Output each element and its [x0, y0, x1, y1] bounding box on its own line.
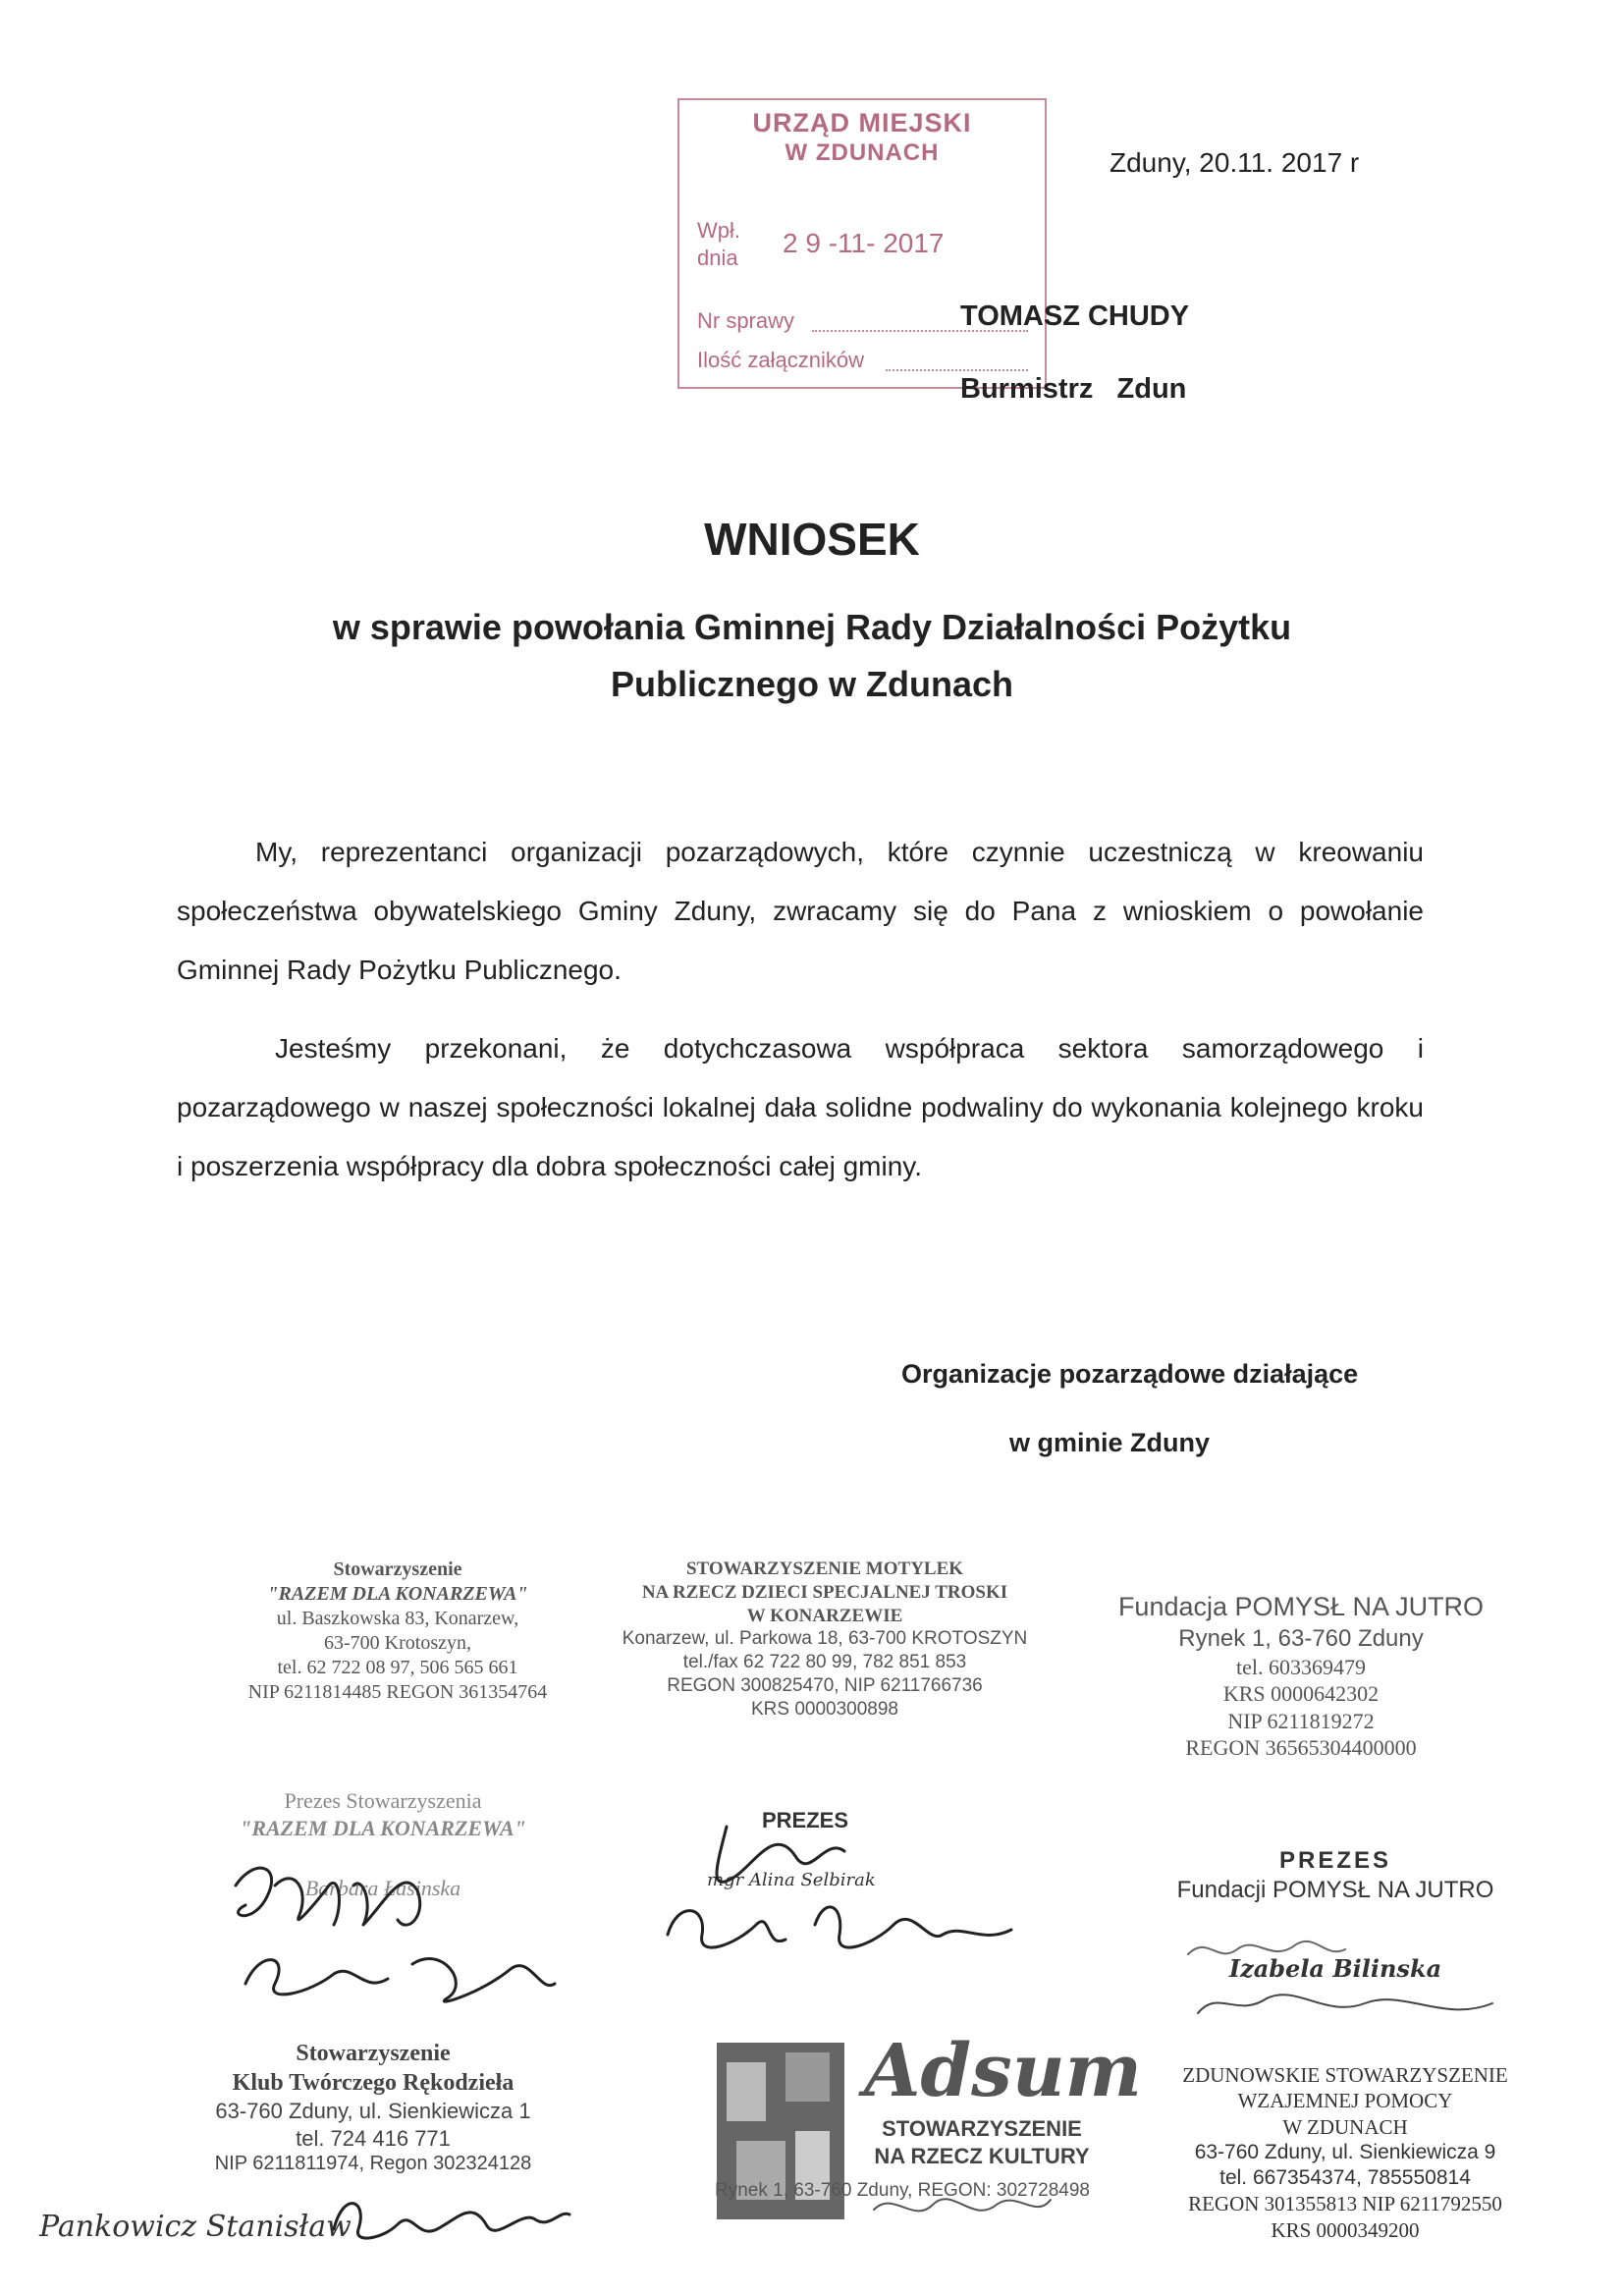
stamp-razem-dla-konarzewa — [167, 1558, 628, 1705]
document-heading: WNIOSEK — [704, 514, 920, 565]
place-date: Zduny, 20.11. 2017 r — [1110, 147, 1360, 178]
document-subheading-2: Publicznego w Zdunach — [610, 664, 1013, 704]
stamp-line: Izabela Bilinska — [1228, 1954, 1442, 1983]
stamp-attachments-dots — [886, 369, 1028, 371]
stamp-line: NA RZECZ KULTURY — [874, 2143, 1090, 2168]
stamp-line: 63-760 Zduny, ul. Sienkiewicza 1 — [215, 2099, 531, 2123]
addressee-title: Burmistrz Zdun — [960, 373, 1187, 405]
stamp-line: NIP 6211814485 REGON 361354764 — [247, 1681, 548, 1703]
stamp-line: KRS 0000300898 — [750, 1698, 898, 1720]
document-subheading-1: w sprawie powołania Gminnej Rady Działalności Pożytku — [332, 607, 1292, 647]
stamp-case-label: Nr sprawy — [697, 308, 795, 333]
stamp-line: Rynek 1, 63-760 Zduny — [1178, 1624, 1424, 1652]
stamp-line: tel./fax 62 722 80 99, 782 851 853 — [682, 1652, 967, 1672]
stamp-line: tel. 667354374, 785550814 — [1219, 2166, 1471, 2189]
stamp-attachments-label: Ilość załączników — [697, 348, 864, 372]
stamp-office: URZĄD MIEJSKI — [752, 108, 972, 137]
stamp-line: 63-700 Krotoszyn, — [324, 1632, 471, 1654]
stamp-line: PREZES — [761, 1808, 849, 1832]
stamp-received-label-1: Wpł. — [697, 218, 740, 243]
handwritten-name-bottom-left: Pankowicz Stanisław — [39, 2210, 352, 2244]
stamp-line: NA RZECZ DZIECI SPECJALNEJ TROSKI — [641, 1581, 1008, 1603]
signature-motylek-president — [648, 1807, 1041, 1974]
stamp-line: KRS 0000642302 — [1222, 1681, 1380, 1707]
adsum-logo-text: Adsum — [864, 2029, 1142, 2113]
stamp-line: Prezes Stowarzyszenia — [284, 1788, 482, 1813]
signature-adsum — [864, 2170, 1060, 2239]
body-paragraph-2: Jesteśmy przekonani, że dotychczasowa współpraca sektora samorządowego i pozarządowego w naszej społeczności lokalnej dała solidne podwaliny do wykonania kolejnego kroku i poszerzenia współpracy dla dobra społeczności całej gminy. — [177, 1033, 1424, 1181]
stamp-line: KRS 0000349200 — [1271, 2217, 1420, 2242]
signature-pomysl-president — [1178, 1925, 1512, 2033]
stamp-line: 63-760 Zduny, ul. Sienkiewicza 9 — [1194, 2140, 1496, 2163]
stamp-received-date: 2 9 -11- 2017 — [783, 228, 945, 258]
stamp-line: Barbara Łasinska — [304, 1876, 461, 1900]
stamp-line: Stowarzyszenie — [296, 2041, 451, 2066]
stamp-fundacja-pomysl — [1090, 1591, 1512, 1762]
stamp-line: REGON 300825470, NIP 6211766736 — [667, 1674, 983, 1696]
stamp-president-motylek-name: mgr Alina Selbirak — [707, 1870, 876, 1890]
signature-klub — [324, 2180, 579, 2259]
signoff-line-2: w gminie Zduny — [1009, 1428, 1211, 1457]
stamp-line: NIP 6211819272 — [1227, 1708, 1375, 1733]
signature-konarzew-president — [216, 1846, 569, 2013]
stamp-line: WZAJEMNEJ POMOCY — [1237, 2089, 1453, 2113]
stamp-line: NIP 6211811974, Regon 302324128 — [214, 2153, 532, 2174]
registry-stamp — [677, 98, 1047, 389]
stamp-line: "RAZEM DLA KONARZEWA" — [267, 1583, 528, 1605]
stamp-klub-rekodziela — [147, 2039, 599, 2176]
body-paragraph-1: My, reprezentanci organizacji pozarządowych, które czynnie uczestniczą w kreowaniu społeczeństwa obywatelskiego Gminy Zduny, zwracamy się do Pana z wnioskiem o powołanie Gminnej Rady Pożytku Publicznego. — [177, 837, 1424, 985]
stamp-motylek — [589, 1558, 1060, 1721]
stamp-line: STOWARZYSZENIE MOTYLEK — [685, 1558, 964, 1579]
stamp-line: PREZES — [1278, 1847, 1392, 1874]
stamp-line: tel. 62 722 08 97, 506 565 661 — [277, 1657, 518, 1678]
stamp-wzajemnej-pomocy — [1139, 2062, 1551, 2243]
stamp-line: W KONARZEWIE — [746, 1605, 903, 1626]
addressee-name: TOMASZ CHUDY — [960, 301, 1190, 332]
stamp-line: tel. 724 416 771 — [296, 2125, 451, 2151]
stamp-line: W ZDUNACH — [1282, 2114, 1408, 2139]
stamp-line: Konarzew, ul. Parkowa 18, 63-700 KROTOSZYN — [622, 1628, 1028, 1650]
stamp-line: REGON 301355813 NIP 6211792550 — [1188, 2192, 1502, 2216]
stamp-line: tel. 603369479 — [1236, 1654, 1366, 1679]
stamp-line: Fundacja POMYSŁ NA JUTRO — [1117, 1592, 1485, 1621]
stamp-line: Fundacji POMYSŁ NA JUTRO — [1176, 1877, 1494, 1903]
stamp-line: ul. Baszkowska 83, Konarzew, — [276, 1608, 519, 1629]
stamp-adsum-address: Rynek 1, 63-760 Zduny, REGON: 302728498 — [715, 2180, 1090, 2201]
stamp-town: W ZDUNACH — [785, 139, 940, 166]
stamp-line: REGON 36565304400000 — [1185, 1735, 1417, 1761]
signoff-line-1: Organizacje pozarządowe działające — [901, 1359, 1359, 1389]
stamp-received-label-2: dnia — [697, 246, 738, 270]
stamp-line: ZDUNOWSKIE STOWARZYSZENIE — [1182, 2063, 1508, 2087]
stamp-line: "RAZEM DLA KONARZEWA" — [240, 1815, 526, 1840]
stamp-line: STOWARZYSZENIE — [882, 2116, 1082, 2141]
stamp-line: Klub Twórczego Rękodzieła — [232, 2070, 514, 2096]
stamp-adsum — [854, 2115, 1110, 2169]
stamp-line: Stowarzyszenie — [333, 1558, 462, 1580]
